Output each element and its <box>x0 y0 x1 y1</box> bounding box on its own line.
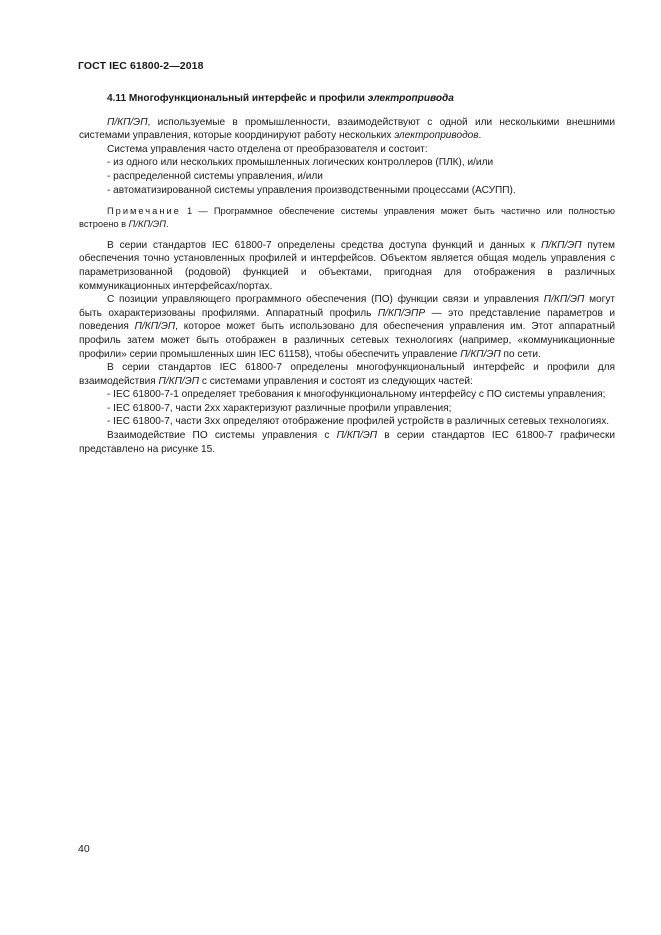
text: — это представление параметров и поведения <box>79 307 615 333</box>
text: В серии стандартов IEC 61800-7 определены многофункциональный интерфейс и профили для взаимодействия <box>79 362 615 387</box>
paragraph-4 <box>79 293 615 361</box>
list-item: - IEC 61800-7, части 2xx характеризуют различные профили управления; <box>107 402 452 414</box>
note <box>79 205 615 231</box>
heading-italic: электропривода <box>367 93 454 104</box>
note-label: Примечание <box>107 206 181 217</box>
list-item: - из одного или нескольких промышленных логических контроллеров (ПЛК), и/или <box>107 157 494 169</box>
heading-text: 4.11 Многофункциональный интерфейс и профили <box>107 93 368 104</box>
list-item: - IEC 61800-7, части 3xx определяют отображение профилей устройств в различных сетевых технологиях. <box>107 416 610 428</box>
term: П/КП/ЭП <box>543 294 585 306</box>
text: . <box>478 130 482 142</box>
note-number: 1 <box>187 206 193 217</box>
section-heading <box>107 92 615 106</box>
term: П/КП/ЭП <box>134 321 176 333</box>
paragraph-6 <box>79 429 615 456</box>
list-item: - IEC 61800-7-1 определяет требования к многофункциональному интерфейсу с ПО системы управления; <box>107 389 606 401</box>
page-number: 40 <box>78 843 90 855</box>
paragraph-3 <box>79 239 615 293</box>
list-item: - автоматизированной системы управления производственными процессами (АСУПП). <box>107 184 516 196</box>
term: электроприводов <box>394 130 479 142</box>
text: В серии стандартов IEC 61800-7 определены средства доступа функций и данных к <box>107 239 542 251</box>
term: П/КП/ЭП <box>541 239 582 251</box>
text: , которое может быть использовано для обеспечения управления им. Этот аппаратный профиль затем может быть отображен в различных сетевых технологиях (например, «коммуникационные профили» серии промышленных шин IEC 61158), чтобы обеспечить управление <box>79 321 615 360</box>
term: П/КП/ЭП <box>460 348 501 360</box>
term: П/КП/ЭП <box>107 116 148 128</box>
text: , используемые в промышленности, взаимодействуют с одной или несколькими внешними системами управления, которые координируют работу нескольких <box>79 116 615 142</box>
term: П/КП/ЭП <box>336 430 378 442</box>
term: П/КП/ЭП <box>128 218 166 229</box>
paragraph-5 <box>79 361 615 388</box>
text: по сети. <box>500 348 541 360</box>
text: в серии стандартов IEC 61800-7 графически представлено на рисунке 15. <box>79 430 615 455</box>
text: Взаимодействие ПО системы управления с <box>107 430 337 442</box>
paragraph-1 <box>79 116 615 143</box>
paragraph-2: Система управления часто отделена от преобразователя и состоит: <box>107 143 428 155</box>
text: могут быть охарактеризованы профилями. Аппаратный профиль <box>79 294 615 319</box>
note-text: — Программное обеспечение системы управления может быть частично или полностью встроено в <box>79 206 615 229</box>
text: . <box>165 218 169 229</box>
section-body <box>79 92 615 456</box>
text: с системами управления и состоят из следующих частей: <box>199 375 473 387</box>
text: С позиции управляющего программного обеспечения (ПО) функции связи и управления <box>107 294 544 306</box>
list-item: - распределенной системы управления, и/или <box>107 170 323 182</box>
text: путем обеспечения точно установленных профилей и интерфейсов. Объектом является общая модель управления с параметризованной (родовой) функцией и объектами, пригодная для отображения в различных коммуникационных интерфейсах/портах. <box>79 239 615 292</box>
term: П/КП/ЭП <box>158 375 200 387</box>
term: П/КП/ЭПР <box>377 307 426 319</box>
document-header: ГОСТ IEC 61800-2—2018 <box>78 60 204 72</box>
